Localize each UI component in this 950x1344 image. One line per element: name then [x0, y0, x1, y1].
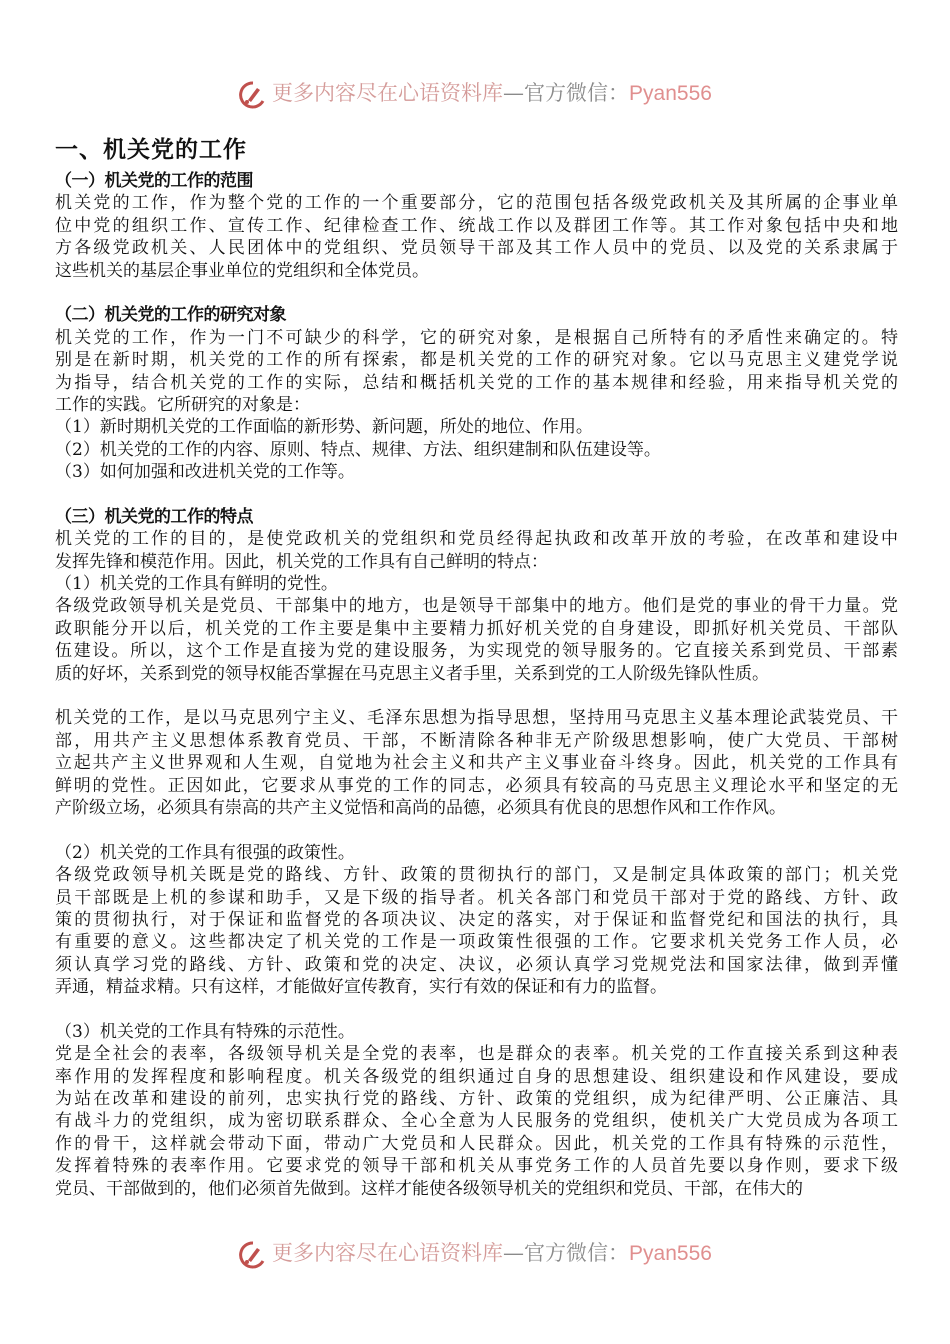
- text-line: 发挥着特殊的表率作用。它要求党的领导干部和机关从事党务工作的人员首先要以身作则，要求下级: [55, 1156, 898, 1177]
- text-line: 发挥先锋和模范作用。因此，机关党的工作具有自己鲜明的特点：: [55, 551, 548, 572]
- text-line: 党是全社会的表率，各级领导机关是全党的表率，也是群众的表率。机关党的工作直接关系到这种表: [55, 1044, 898, 1065]
- text-line: （2）机关党的工作具有很强的政策性。: [55, 842, 355, 863]
- spacer: [55, 282, 898, 304]
- text-line: 须认真学习党的路线、方针、政策和党的决定、决议，必须认真学习党规党法和国家法律，做到弄懂: [55, 954, 898, 975]
- watermark-wechat: Pyan556: [629, 82, 712, 105]
- text-line: 别是在新时期，机关党的工作的所有探索，都是机关党的工作的研究对象。它以马克思主义建党学说: [55, 350, 898, 371]
- spacer: [55, 685, 898, 707]
- text-line: 这些机关的基层企事业单位的党组织和全体党员。: [55, 260, 429, 281]
- page-title: 一、机关党的工作: [55, 137, 247, 163]
- text-line: 机关党的工作，作为一门不可缺少的科学，它的研究对象，是根据自己所特有的矛盾性来确定的。特: [55, 327, 898, 348]
- pen-logo-icon: [238, 80, 268, 110]
- document-body: [55, 134, 898, 1200]
- text-line: 党员、干部做到的，他们必须首先做到。这样才能使各级领导机关的党组织和党员、干部，在伟大的: [55, 1178, 803, 1199]
- spacer: [55, 484, 898, 506]
- text-line: （2）机关党的工作的内容、原则、特点、规律、方法、组织建制和队伍建设等。: [55, 439, 661, 460]
- text-line: 各级党政领导机关是党员、干部集中的地方，也是领导干部集中的地方。他们是党的事业的骨干力量。党: [55, 596, 898, 617]
- watermark-wechat: Pyan556: [629, 1242, 712, 1265]
- text-line: （3）机关党的工作具有特殊的示范性。: [55, 1021, 355, 1042]
- text-line: 伍建设。所以，这个工作是直接为党的建设服务，为实现党的领导服务的。它直接关系到党员、干部素: [55, 641, 898, 662]
- text-line: 作的骨干，这样就会带动下面，带动广大党员和人民群众。因此，机关党的工作具有特殊的示范性，: [55, 1133, 898, 1154]
- text-line: 机关党的工作的目的，是使党政机关的党组织和党员经得起执政和改革开放的考验，在改革和建设中: [55, 529, 898, 550]
- watermark-sep: —官方微信：: [503, 81, 630, 105]
- text-line: 立起共产主义世界观和人生观，自觉地为社会主义和共产主义事业奋斗终身。因此，机关党的工作具有: [55, 753, 898, 774]
- text-line: 弄通，精益求精。只有这样，才能做好宣传教育，实行有效的保证和有力的监督。: [55, 977, 667, 998]
- section-heading: （一）机关党的工作的范围: [55, 171, 253, 191]
- spacer: [55, 999, 898, 1021]
- watermark-brand: 更多内容尽在心语资料库: [272, 1241, 504, 1265]
- text-line: 机关党的工作，是以马克思列宁主义、毛泽东思想为指导思想，坚持用马克思主义基本理论武装党员、干: [55, 708, 898, 729]
- text-line: 产阶级立场，必须具有崇高的共产主义觉悟和高尚的品德，必须具有优良的思想作风和工作作风。: [55, 797, 786, 818]
- watermark-footer: [0, 1238, 950, 1268]
- text-line: （3）如何加强和改进机关党的工作等。: [55, 462, 355, 483]
- pen-logo-icon: [238, 1240, 268, 1270]
- text-line: （1）机关党的工作具有鲜明的党性。: [55, 574, 338, 595]
- text-line: 员干部既是上机的参谋和助手，又是下级的指导者。机关各部门和党员干部对于党的路线、方针、政: [55, 887, 898, 908]
- text-line: （1）新时期机关党的工作面临的新形势、新问题，所处的地位、作用。: [55, 417, 593, 438]
- watermark-brand: 更多内容尽在心语资料库: [272, 81, 504, 105]
- text-line: 为站在改革和建设的前列，忠实执行党的路线、方针、政策的党组织，成为纪律严明、公正廉洁、具: [55, 1089, 898, 1110]
- text-line: 质的好坏，关系到党的领导权能否掌握在马克思主义者手里，关系到党的工人阶级先锋队性质。: [55, 663, 769, 684]
- text-line: 方各级党政机关、人民团体中的党组织、党员领导干部及其工作人员中的党员、以及党的关系隶属于: [55, 238, 898, 259]
- watermark-header: [0, 78, 950, 108]
- text-line: 有战斗力的党组织，成为密切联系群众、全心全意为人民服务的党组织，使机关广大党员成为各项工: [55, 1111, 898, 1132]
- text-line: 为指导，结合机关党的工作的实际，总结和概括机关党的工作的基本规律和经验，用来指导机关党的: [55, 372, 898, 393]
- text-line: 部，用共产主义思想体系教育党员、干部，不断清除各种非无产阶级思想影响，使广大党员、干部树: [55, 730, 898, 751]
- spacer: [55, 819, 898, 841]
- section-heading: （三）机关党的工作的特点: [55, 506, 253, 527]
- section-heading: （二）机关党的工作的研究对象: [55, 305, 286, 326]
- text-line: 率作用的发挥程度和影响程度。机关各级党的组织通过自身的思想建设、组织建设和作风建设，要成: [55, 1066, 898, 1087]
- text-line: 政职能分开以后，机关党的工作主要是集中主要精力抓好机关党的自身建设，即抓好机关党员、干部队: [55, 618, 898, 639]
- text-line: 鲜明的党性。正因如此，它要求从事党的工作的同志，必须具有较高的马克思主义理论水平和坚定的无: [55, 775, 898, 796]
- text-line: 有重要的意义。这些都决定了机关党的工作是一项政策性很强的工作。它要求机关党务工作人员，必: [55, 932, 898, 953]
- text-line: 工作的实践。它所研究的对象是：: [55, 394, 310, 415]
- text-line: 各级党政领导机关既是党的路线、方针、政策的贯彻执行的部门，又是制定具体政策的部门；机关党: [55, 865, 898, 886]
- text-line: 策的贯彻执行，对于保证和监督党的各项决议、决定的落实，对于保证和监督党纪和国法的执行，具: [55, 909, 898, 930]
- text-line: 机关党的工作，作为整个党的工作的一个重要部分，它的范围包括各级党政机关及其所属的企事业单: [55, 193, 898, 214]
- text-line: 位中党的组织工作、宣传工作、纪律检查工作、统战工作以及群团工作等。其工作对象包括中央和地: [55, 215, 898, 236]
- watermark-sep: —官方微信：: [503, 1241, 630, 1265]
